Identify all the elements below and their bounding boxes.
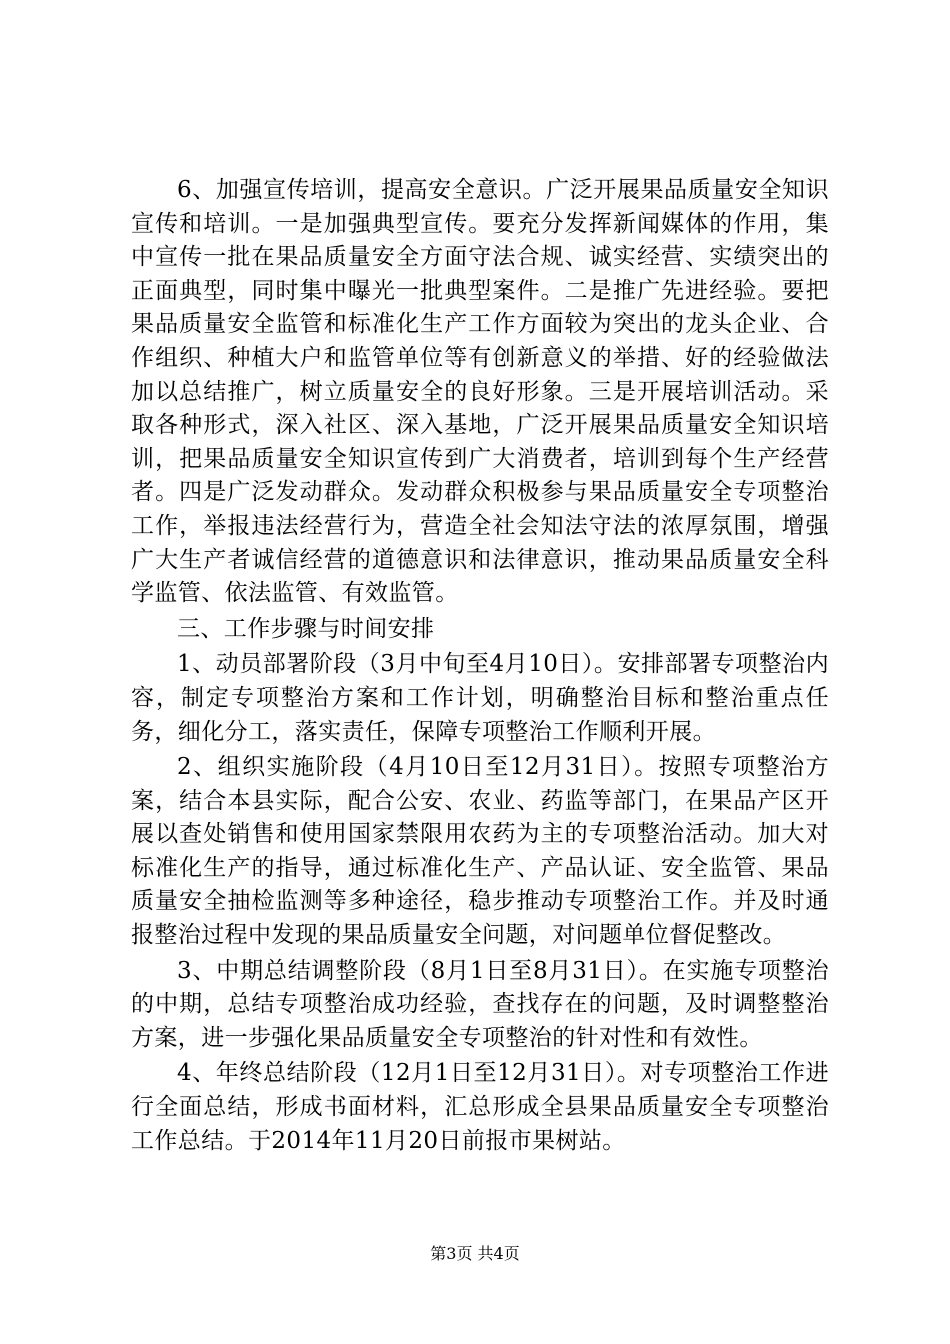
page-footer: 第3页 共4页	[430, 1244, 520, 1263]
paragraph-mobilization-stage: 1、动员部署阶段（3月中旬至4月10日）。安排部署专项整治内容，制定专项整治方案和工作计划，明确整治目标和整治重点任务，细化分工，落实责任，保障专项整治工作顺利开展。	[131, 651, 829, 745]
paragraph-publicity-training: 6、加强宣传培训，提高安全意识。广泛开展果品质量安全知识宣传和培训。一是加强典型宣传。要充分发挥新闻媒体的作用，集中宣传一批在果品质量安全方面守法合规、诚实经营、实绩突出的正面典型，同时集中曝光一批典型案件。二是推广先进经验。要把果品质量安全监管和标准化生产工作方面较为突出的龙头企业、合作组织、种植大户和监管单位等有创新意义的举措、好的经验做法加以总结推广，树立质量安全的良好形象。三是开展培训活动。采取各种形式，深入社区、深入基地，广泛开展果品质量安全知识培训，把果品质量安全知识宣传到广大消费者，培训到每个生产经营者。四是广泛发动群众。发动群众积极参与果品质量安全专项整治工作，举报违法经营行为，营造全社会知法守法的浓厚氛围，增强广大生产者诚信经营的道德意识和法律意识，推动果品质量安全科学监管、依法监管、有效监管。	[131, 177, 829, 607]
paragraph-implementation-stage: 2、组织实施阶段（4月10日至12月31日）。按照专项整治方案，结合本县实际，配合公安、农业、药监等部门，在果品产区开展以查处销售和使用国家禁限用农药为主的专项整治活动。加大对标准化生产的指导，通过标准化生产、产品认证、安全监管、果品质量安全抽检监测等多种途径，稳步推动专项整治工作。并及时通报整治过程中发现的果品质量安全问题，对问题单位督促整改。	[131, 754, 829, 949]
paragraph-midterm-stage: 3、中期总结调整阶段（8月1日至8月31日）。在实施专项整治的中期，总结专项整治成功经验，查找存在的问题，及时调整整治方案，进一步强化果品质量安全专项整治的针对性和有效性。	[131, 957, 829, 1051]
paragraph-year-end-stage: 4、年终总结阶段（12月1日至12月31日）。对专项整治工作进行全面总结，形成书面材料，汇总形成全县果品质量安全专项整治工作总结。于2014年11月20日前报市果树站。	[131, 1060, 829, 1154]
section-heading-work-steps: 三、工作步骤与时间安排	[177, 615, 435, 642]
document-body	[131, 174, 829, 1160]
